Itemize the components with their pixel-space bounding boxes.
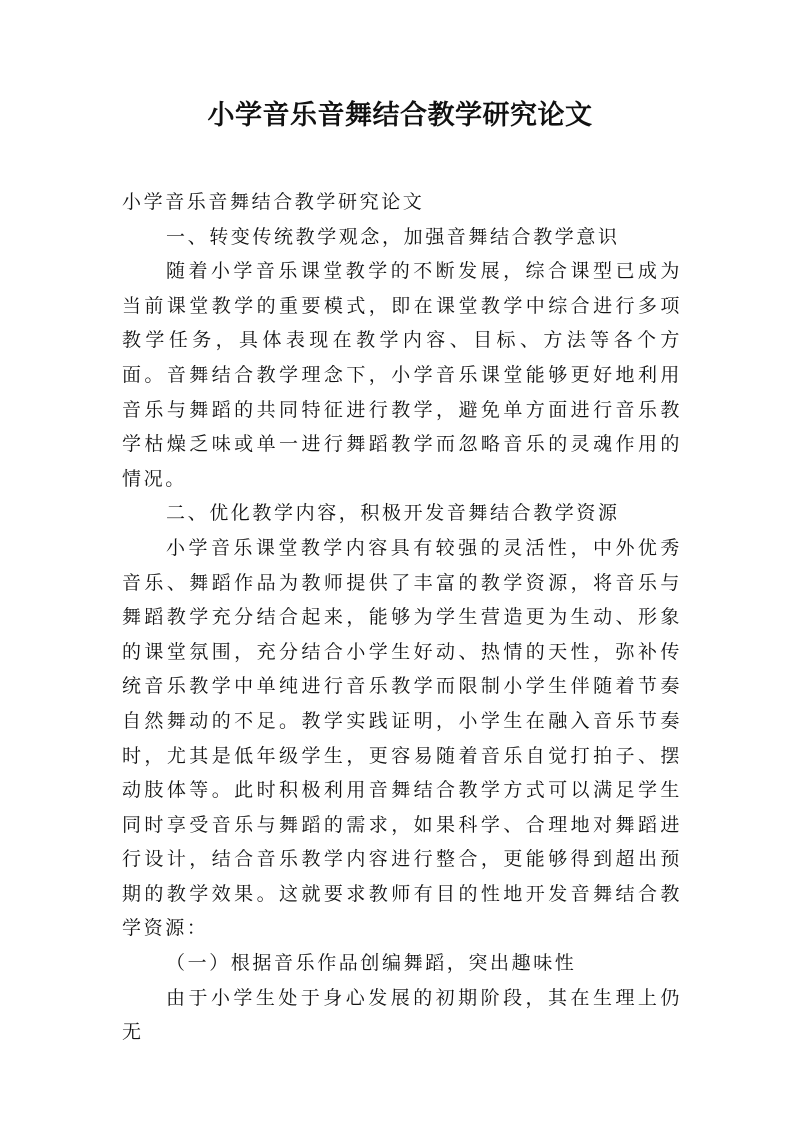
document-body <box>122 185 682 1050</box>
paragraph: （一）根据音乐作品创编舞蹈，突出趣味性 <box>166 952 577 975</box>
paragraph: 一、转变传统教学观念，加强音舞结合教学意识 <box>166 225 620 248</box>
paragraph: 由于小学生处于身心发展的初期阶段，其在生理上仍无 <box>122 986 682 1044</box>
paragraph: 二、优化教学内容，积极开发音舞结合教学资源 <box>166 502 620 525</box>
paragraph: 小学音乐音舞结合教学研究论文 <box>122 191 425 213</box>
document-title: 小学音乐音舞结合教学研究论文 <box>207 100 593 131</box>
paragraph: 随着小学音乐课堂教学的不断发展，综合课型已成为当前课堂教学的重要模式，即在课堂教学中综合进行多项教学任务，具体表现在教学内容、目标、方法等各个方面。音舞结合教学理念下，小学音乐课堂能够更好地利用音乐与舞蹈的共同特征进行教学，避免单方面进行音乐教学枯燥乏味或单一进行舞蹈教学而忽略音乐的灵魂作用的情况。 <box>122 260 682 490</box>
paragraph: 小学音乐课堂教学内容具有较强的灵活性，中外优秀音乐、舞蹈作品为教师提供了丰富的教学资源，将音乐与舞蹈教学充分结合起来，能够为学生营造更为生动、形象的课堂氛围，充分结合小学生好动、热情的天性，弥补传统音乐教学中单纯进行音乐教学而限制小学生伴随着节奏自然舞动的不足。教学实践证明，小学生在融入音乐节奏时，尤其是低年级学生，更容易随着音乐自觉打拍子、摆动肢体等。此时积极利用音舞结合教学方式可以满足学生同时享受音乐与舞蹈的需求，如果科学、合理地对舞蹈进行设计，结合音乐教学内容进行整合，更能够得到超出预期的教学效果。这就要求教师有目的性地开发音舞结合教学资源： <box>122 536 682 940</box>
